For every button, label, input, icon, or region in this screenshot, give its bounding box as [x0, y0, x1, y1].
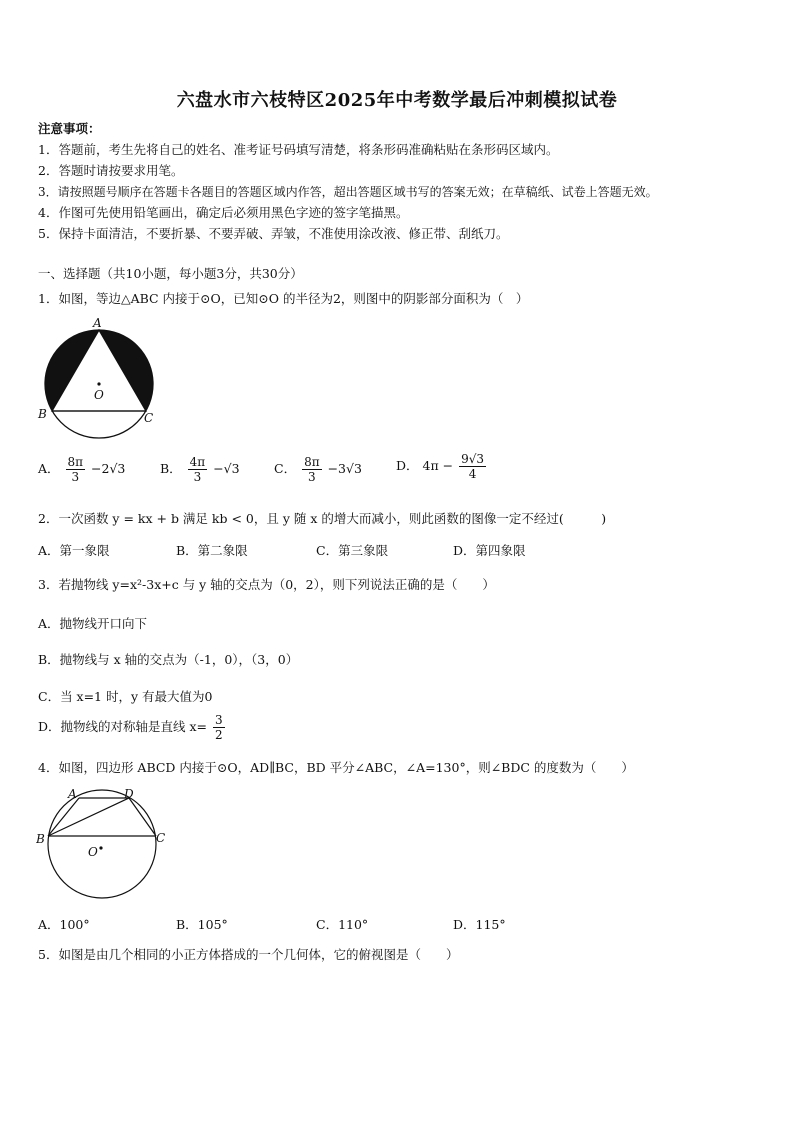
notice-item-1: 1．答题前，考生先将自己的姓名、准考证号码填写清楚，将条形码准确粘贴在条形码区域内。 — [38, 142, 559, 157]
q3-option-d-text: D．抛物线的对称轴是直线 x= — [38, 719, 208, 734]
q1-option-a-tail: −2√3 — [91, 461, 126, 476]
q3-stem: 3．若抛物线 y=x²-3x+c 与 y 轴的交点为（0，2），则下列说法正确的是（ ） — [38, 577, 495, 592]
q1-option-a-label: A． — [38, 461, 60, 476]
notice-heading: 注意事项： — [38, 121, 101, 136]
q1-option-d-label: D． — [396, 458, 419, 473]
q4-label-o: O — [88, 845, 98, 859]
q4-option-a: A．100° — [38, 917, 90, 932]
q4-label-d: D — [124, 787, 134, 801]
notice-item-2: 2．答题时请按要求用笔。 — [38, 163, 184, 178]
q4-diagonal-bd — [48, 798, 129, 836]
q1-option-c — [274, 455, 362, 484]
q4-stem: 4．如图，四边形 ABCD 内接于⊙O，AD∥BC，BD 平分∠ABC，∠A=130°，则∠BDC 的度数为（ ） — [38, 760, 634, 775]
q1-option-c-den: 3 — [308, 470, 316, 484]
q1-option-d-head: 4π − — [422, 458, 454, 473]
q3-option-d — [38, 713, 227, 742]
q3-option-c: C．当 x=1 时，y 有最大值为0 — [38, 689, 213, 704]
q4-circle — [48, 790, 156, 898]
q4-option-c: C．110° — [316, 917, 369, 932]
q1-option-c-tail: −3√3 — [327, 461, 362, 476]
q2-option-d: D．第四象限 — [453, 543, 526, 558]
q1-option-b-label: B． — [160, 461, 182, 476]
q1-option-a-den: 3 — [71, 470, 80, 484]
notice-item-3: 3．请按照题号顺序在答题卡各题目的答题区域内作答，超出答题区域书写的答案无效；在草稿纸、试卷上答题无效。 — [38, 185, 658, 199]
q1-figure — [36, 314, 162, 440]
q1-option-a-fraction — [66, 455, 86, 484]
q4-label-b: B — [36, 832, 45, 846]
q2-option-a: A．第一象限 — [38, 543, 110, 558]
q5-stem: 5．如图是由几个相同的小正方体搭成的一个几何体，它的俯视图是（ ） — [38, 947, 459, 962]
notice-item-5: 5．保持卡面清洁，不要折暴、不要弄破、弄皱，不准使用涂改液、修正带、刮纸刀。 — [38, 226, 509, 241]
q1-label-a: A — [93, 316, 102, 330]
q1-option-b-fraction — [188, 455, 208, 484]
q1-option-c-num: 8π — [304, 455, 320, 469]
q4-center-dot — [99, 846, 102, 849]
q1-option-b — [160, 455, 240, 484]
q1-option-b-den: 3 — [193, 470, 202, 484]
q4-figure — [36, 784, 172, 904]
q1-option-d-num: 9√3 — [461, 452, 485, 466]
q4-option-d: D．115° — [453, 917, 506, 932]
q1-label-o: O — [94, 388, 104, 402]
notice-item-4: 4．作图可先使用铅笔画出，确定后必须用黑色字迹的签字笔描黑。 — [38, 205, 409, 220]
q1-option-a-num: 8π — [67, 455, 84, 469]
q2-stem: 2．一次函数 y = kx + b 满足 kb < 0，且 y 随 x 的增大而减小，则此函数的图像一定不经过( ) — [38, 511, 607, 526]
q1-label-c: C — [144, 411, 154, 425]
q3-option-a: A．抛物线开口向下 — [38, 616, 148, 631]
q1-option-a — [38, 455, 125, 484]
q4-side-dc — [129, 798, 156, 836]
q2-option-c: C．第三象限 — [316, 543, 389, 558]
q4-side-ab — [48, 798, 79, 836]
q3-option-d-num: 3 — [215, 713, 223, 727]
q1-option-d — [396, 452, 488, 481]
section-heading: 一、选择题（共10小题，每小题3分，共30分） — [38, 266, 303, 281]
q4-label-c: C — [156, 831, 166, 845]
exam-title: 六盘水市六枝特区2025年中考数学最后冲刺模拟试卷 — [176, 90, 618, 111]
q1-option-c-fraction — [302, 455, 322, 484]
q4-label-a: A — [68, 787, 77, 801]
q1-stem: 1．如图，等边△ABC 内接于⊙O，已知⊙O 的半径为2，则图中的阴影部分面积为（ ） — [38, 291, 529, 306]
q3-option-d-den: 2 — [215, 728, 223, 742]
q2-option-b: B．第二象限 — [176, 543, 248, 558]
q1-option-b-tail: −√3 — [213, 461, 240, 476]
q1-label-b: B — [38, 407, 47, 421]
q1-option-d-den: 4 — [468, 467, 477, 481]
q3-option-b: B．抛物线与 x 轴的交点为（-1，0），（3，0） — [38, 652, 299, 667]
q3-option-d-fraction — [213, 713, 225, 742]
q4-option-b: B．105° — [176, 917, 228, 932]
q1-option-d-fraction — [459, 452, 486, 481]
q1-option-c-label: C． — [274, 461, 297, 476]
q1-center-dot — [97, 382, 100, 385]
q1-option-b-num: 4π — [189, 455, 206, 469]
